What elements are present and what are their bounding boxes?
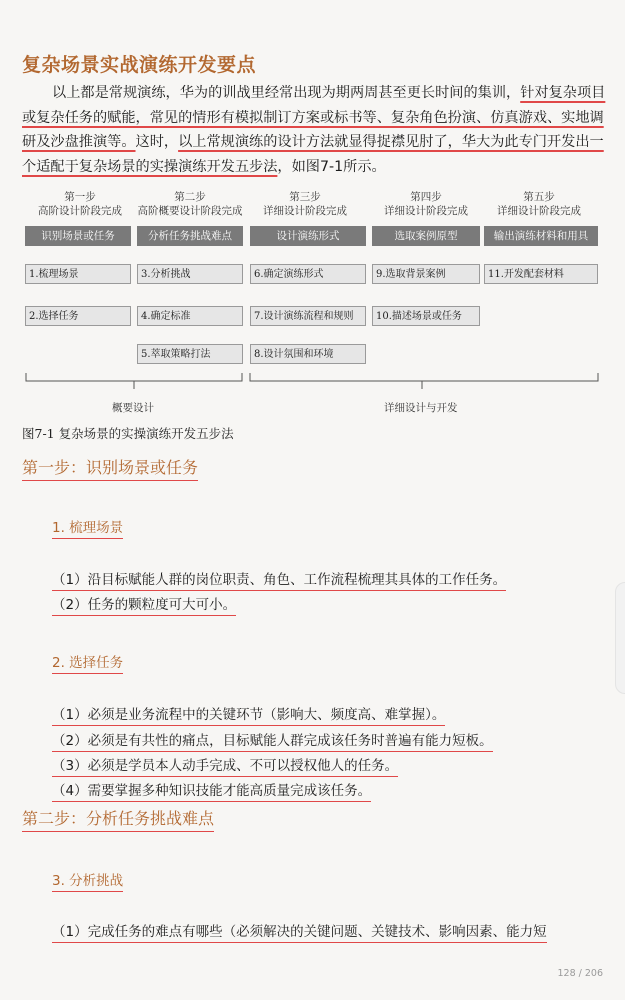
intro-highlight-2: 以上常规演练的设计方法就显得捉襟见肘了，华大为此专门开发出一个适配于复杂场景的实操演练开发五步法 (22, 134, 604, 175)
step-1-label: 第一步 (64, 191, 96, 203)
phase-braces (22, 371, 602, 395)
step-3-phase: 详细设计阶段完成 (263, 205, 347, 217)
item-box: 5.萃取策略打法 (137, 344, 243, 364)
step-2-label: 第二步 (174, 191, 206, 203)
intro-text-3: ，如图7-1所示。 (277, 158, 386, 175)
list-item: （1）完成任务的难点有哪些（必须解决的关键问题、关键技术、影响因素、能力短 (52, 920, 547, 943)
section-title: 复杂场景实战演练开发要点 (22, 54, 257, 76)
item-box: 8.设计氛围和环境 (250, 344, 366, 364)
item-box: 2.选择任务 (25, 306, 131, 326)
sub-heading-1: 1. 梳理场景 (52, 516, 123, 539)
step-2-phase: 高阶概要设计阶段完成 (137, 205, 243, 217)
phase-left-label: 概要设计 (112, 402, 154, 414)
list-item: （2）任务的颗粒度可大可小。 (52, 593, 236, 616)
step-4-phase: 详细设计阶段完成 (384, 205, 468, 217)
item-box: 7.设计演练流程和规则 (250, 306, 366, 326)
step1-heading: 第一步：识别场景或任务 (22, 455, 198, 481)
step-3-header (250, 190, 360, 218)
list-item: （1）必须是业务流程中的关键环节（影响大、频度高、难掌握）。 (52, 703, 445, 726)
item-box: 4.确定标准 (137, 306, 243, 326)
item-box: 10.描述场景或任务 (372, 306, 480, 326)
step-3-action: 设计演练形式 (250, 226, 366, 246)
item-box: 1.梳理场景 (25, 264, 131, 284)
step-1-action: 识别场景或任务 (25, 226, 131, 246)
item-box: 3.分析挑战 (137, 264, 243, 284)
step-2-action: 分析任务挑战难点 (137, 226, 243, 246)
item-box: 11.开发配套材料 (484, 264, 598, 284)
step-1-header (25, 190, 135, 218)
side-handle[interactable] (615, 582, 625, 694)
list-item: （2）必须是有共性的痛点，目标赋能人群完成该任务时普遍有能力短板。 (52, 729, 493, 752)
intro-text-1: 以上都是常规演练，华为的训战里经常出现为期两周甚至更长时间的集训， (52, 85, 521, 101)
step-3-label: 第三步 (289, 191, 321, 203)
page-indicator: 128 / 206 (557, 968, 603, 979)
step-5-phase: 详细设计阶段完成 (497, 205, 581, 217)
step-5-header (484, 190, 594, 218)
list-item: （1）沿目标赋能人群的岗位职责、角色、工作流程梳理其具体的工作任务。 (52, 568, 506, 591)
sub-heading-2: 2. 选择任务 (52, 651, 123, 674)
step-4-action: 选取案例原型 (372, 226, 480, 246)
step-5-label: 第五步 (523, 191, 555, 203)
list-item: （3）必须是学员本人动手完成、不可以授权他人的任务。 (52, 754, 398, 777)
step-4-header (371, 190, 481, 218)
intro-paragraph (22, 81, 607, 179)
figure-caption: 图7-1 复杂场景的实操演练开发五步法 (22, 426, 234, 441)
sub-heading-3: 3. 分析挑战 (52, 869, 123, 892)
item-box: 9.选取背景案例 (372, 264, 480, 284)
step-1-phase: 高阶设计阶段完成 (38, 205, 122, 217)
five-step-figure (22, 188, 602, 418)
list-item: （4）需要掌握多种知识技能才能高质量完成该任务。 (52, 779, 371, 802)
intro-highlight-1: 针对复杂项目或复杂任务的赋能，常见的情形有模拟制订方案或标书等、复杂角色扮演、仿真游戏、实地调研及沙盘推演等。 (22, 85, 606, 150)
item-box: 6.确定演练形式 (250, 264, 366, 284)
step-2-header (135, 190, 245, 218)
step-4-label: 第四步 (410, 191, 442, 203)
intro-text-2: 这时， (135, 134, 179, 150)
phase-right-label: 详细设计与开发 (384, 402, 458, 414)
step-5-action: 输出演练材料和用具 (484, 226, 598, 246)
step2-heading: 第二步：分析任务挑战难点 (22, 806, 214, 832)
